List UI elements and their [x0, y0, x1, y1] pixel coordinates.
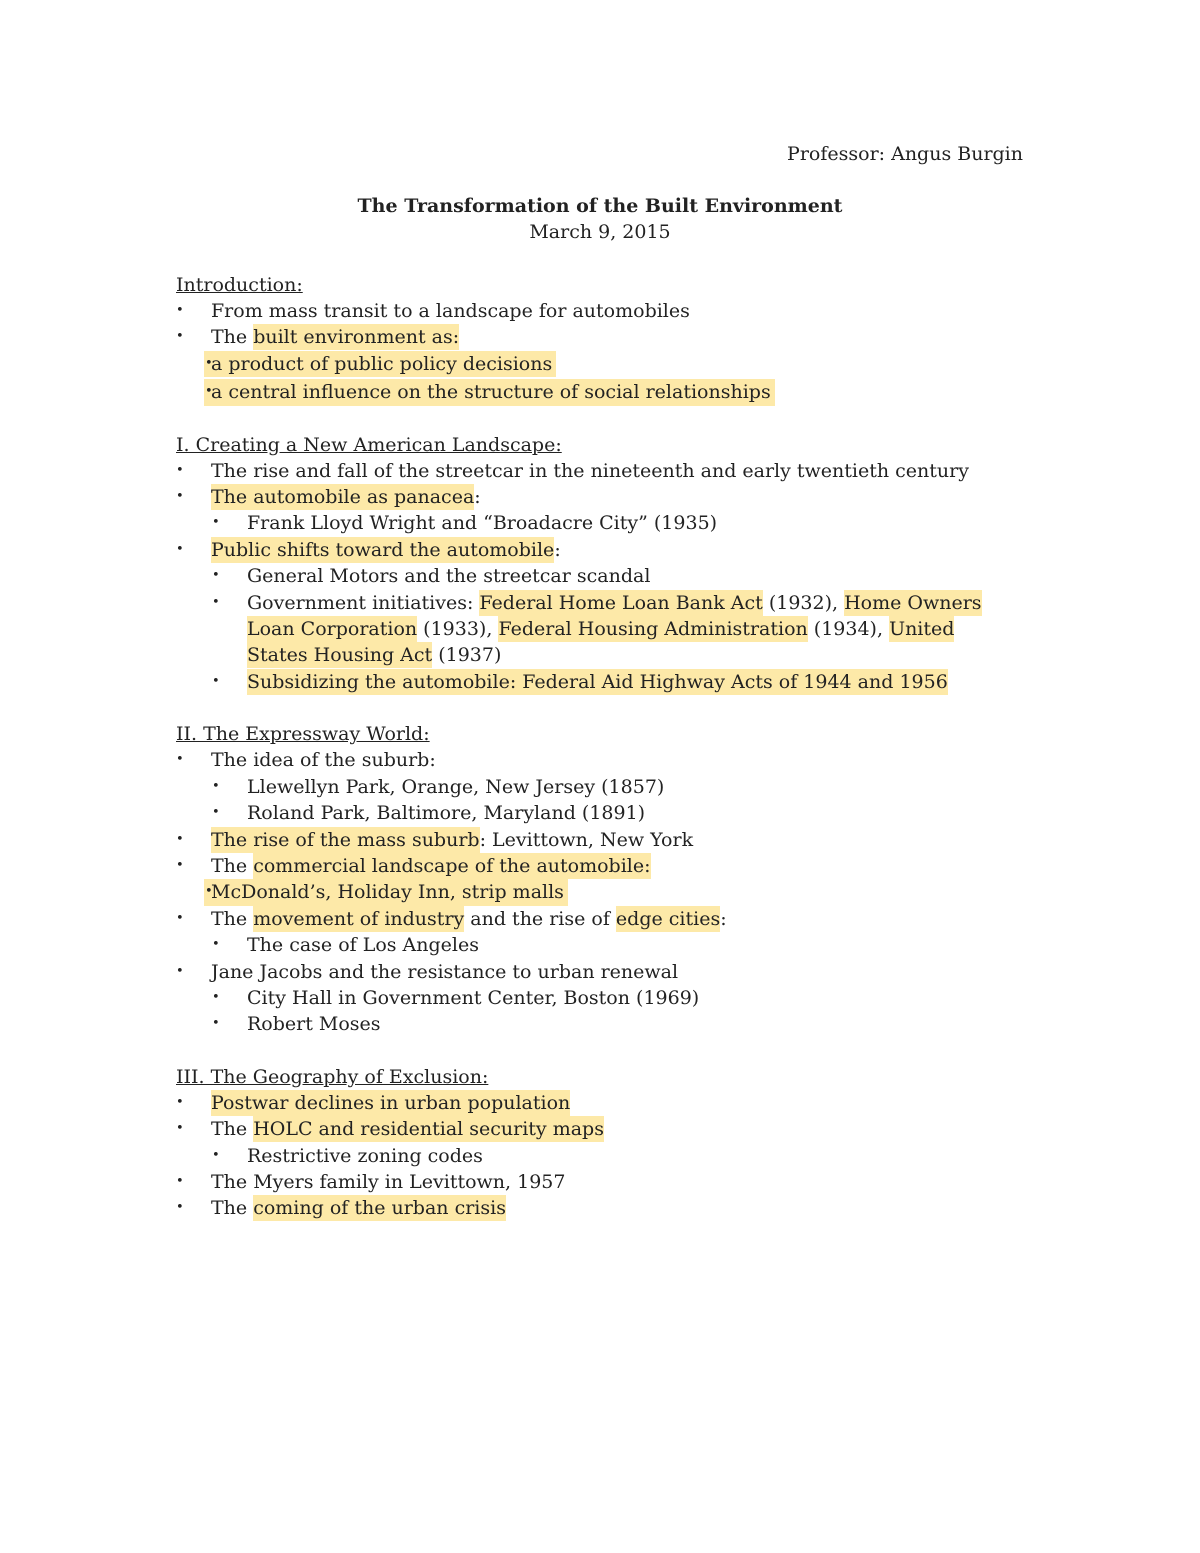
bullet-icon: • — [205, 884, 213, 900]
bullet-icon: • — [176, 1200, 184, 1216]
bullet-icon: • — [176, 329, 184, 345]
bullet-icon: • — [212, 594, 220, 610]
bullet-icon: • — [176, 462, 184, 478]
highlighted-text: Federal Housing Administration — [498, 618, 808, 641]
highlighted-text: Home Owners Loan Corporation — [247, 591, 982, 641]
list-item: • The Myers family in Levittown, 1957 — [176, 1169, 1036, 1195]
list-item: • The case of Los Angeles — [176, 932, 1036, 958]
bullet-icon: • — [176, 963, 184, 979]
bullet-icon: • — [212, 673, 220, 689]
list-item: • From mass transit to a landscape for automobiles — [176, 298, 1036, 324]
highlighted-text: United States Housing Act — [247, 618, 955, 667]
outline — [176, 272, 1036, 1222]
list-item: • Public shifts toward the automobile: — [176, 537, 1036, 563]
bullet-icon: • — [212, 805, 220, 821]
highlighted-text: Subsidizing the automobile: Federal Aid Highway Acts of 1944 and 1956 — [247, 670, 948, 693]
list-item: • Frank Lloyd Wright and “Broadacre City” (1935) — [176, 510, 1036, 536]
bullet-icon: • — [212, 1147, 220, 1163]
list-item: • The rise of the mass suburb: Levittown, New York — [176, 827, 1036, 853]
highlighted-text: Postwar declines in urban population — [211, 1091, 571, 1114]
list-item: • The rise and fall of the streetcar in the nineteenth and early twentieth century — [176, 458, 1036, 484]
highlighted-text: HOLC and residential security maps — [253, 1118, 604, 1141]
list-item: • The idea of the suburb: — [176, 747, 1036, 773]
highlighted-text: Federal Home Loan Bank Act — [479, 591, 763, 614]
highlighted-text: commercial landscape of the automobile: — [253, 854, 651, 877]
bullet-icon: • — [212, 778, 220, 794]
bullet-icon: • — [176, 303, 184, 318]
list-item-highlighted: • a central influence on the structure of social relationships — [204, 379, 775, 405]
highlighted-text: movement of industry — [253, 907, 465, 930]
bullet-icon: • — [176, 1173, 184, 1189]
list-item: • Roland Park, Baltimore, Maryland (1891) — [176, 800, 1036, 826]
highlighted-text: edge cities — [615, 907, 721, 930]
list-item: • Llewellyn Park, Orange, New Jersey (1857) — [176, 774, 1036, 800]
list-item: • The commercial landscape of the automobile: — [176, 853, 1036, 879]
section-heading-3: III. The Geography of Exclusion: — [176, 1065, 489, 1088]
list-item: • City Hall in Government Center, Boston (1969) — [176, 985, 1036, 1011]
list-item — [176, 669, 1036, 695]
list-item: • Government initiatives: Federal Home Loan Bank Act (1932), Home Owners Loan Corporation (1933), Federal Housing Administration (1934), United States Housing Act (1937) — [212, 591, 982, 667]
section-heading-introduction: Introduction: — [176, 274, 303, 296]
highlighted-text: The automobile as panacea — [211, 486, 475, 509]
document-date: March 9, 2015 — [529, 221, 671, 243]
list-item: • The movement of industry and the rise of edge cities: — [176, 906, 1036, 932]
bullet-icon: • — [176, 752, 184, 768]
list-item-highlighted: • a product of public policy decisions — [204, 351, 556, 377]
bullet-icon: • — [176, 1094, 184, 1110]
section-heading-2: II. The Expressway World: — [176, 723, 430, 746]
bullet-icon: • — [205, 355, 213, 371]
list-item: • Jane Jacobs and the resistance to urban renewal — [176, 959, 1036, 985]
section-heading-1: I. Creating a New American Landscape: — [176, 433, 562, 456]
bullet-icon: • — [212, 1016, 220, 1032]
professor-line: Professor: Angus Burgin — [787, 143, 1023, 165]
highlighted-text: Public shifts toward the automobile — [211, 538, 555, 561]
highlighted-text: The rise of the mass suburb — [211, 828, 480, 851]
bullet-icon: • — [205, 384, 213, 400]
bullet-icon: • — [176, 831, 184, 847]
list-item — [176, 1090, 1036, 1116]
bullet-icon: • — [212, 568, 220, 584]
bullet-icon: • — [176, 1121, 184, 1137]
bullet-icon: • — [212, 937, 220, 953]
list-item: • Restrictive zoning codes — [176, 1143, 1036, 1169]
list-item-highlighted: • McDonald’s, Holiday Inn, strip malls — [204, 879, 568, 905]
highlighted-text: coming of the urban crisis — [253, 1197, 506, 1220]
list-item: • The built environment as: — [176, 324, 1036, 350]
list-item: • The coming of the urban crisis — [176, 1195, 1036, 1221]
document-title: The Transformation of the Built Environment — [357, 195, 843, 217]
list-item: • Robert Moses — [176, 1011, 1036, 1037]
list-item: • General Motors and the streetcar scandal — [176, 563, 1036, 589]
highlighted-text: built environment as: — [253, 326, 460, 349]
bullet-icon: • — [176, 489, 184, 505]
bullet-icon: • — [212, 989, 220, 1005]
list-item: • The HOLC and residential security maps — [176, 1116, 1036, 1142]
list-item: • The automobile as panacea: — [176, 484, 1036, 510]
bullet-icon: • — [176, 910, 184, 926]
bullet-icon: • — [212, 515, 220, 531]
bullet-icon: • — [176, 541, 184, 557]
bullet-icon: • — [176, 857, 184, 873]
